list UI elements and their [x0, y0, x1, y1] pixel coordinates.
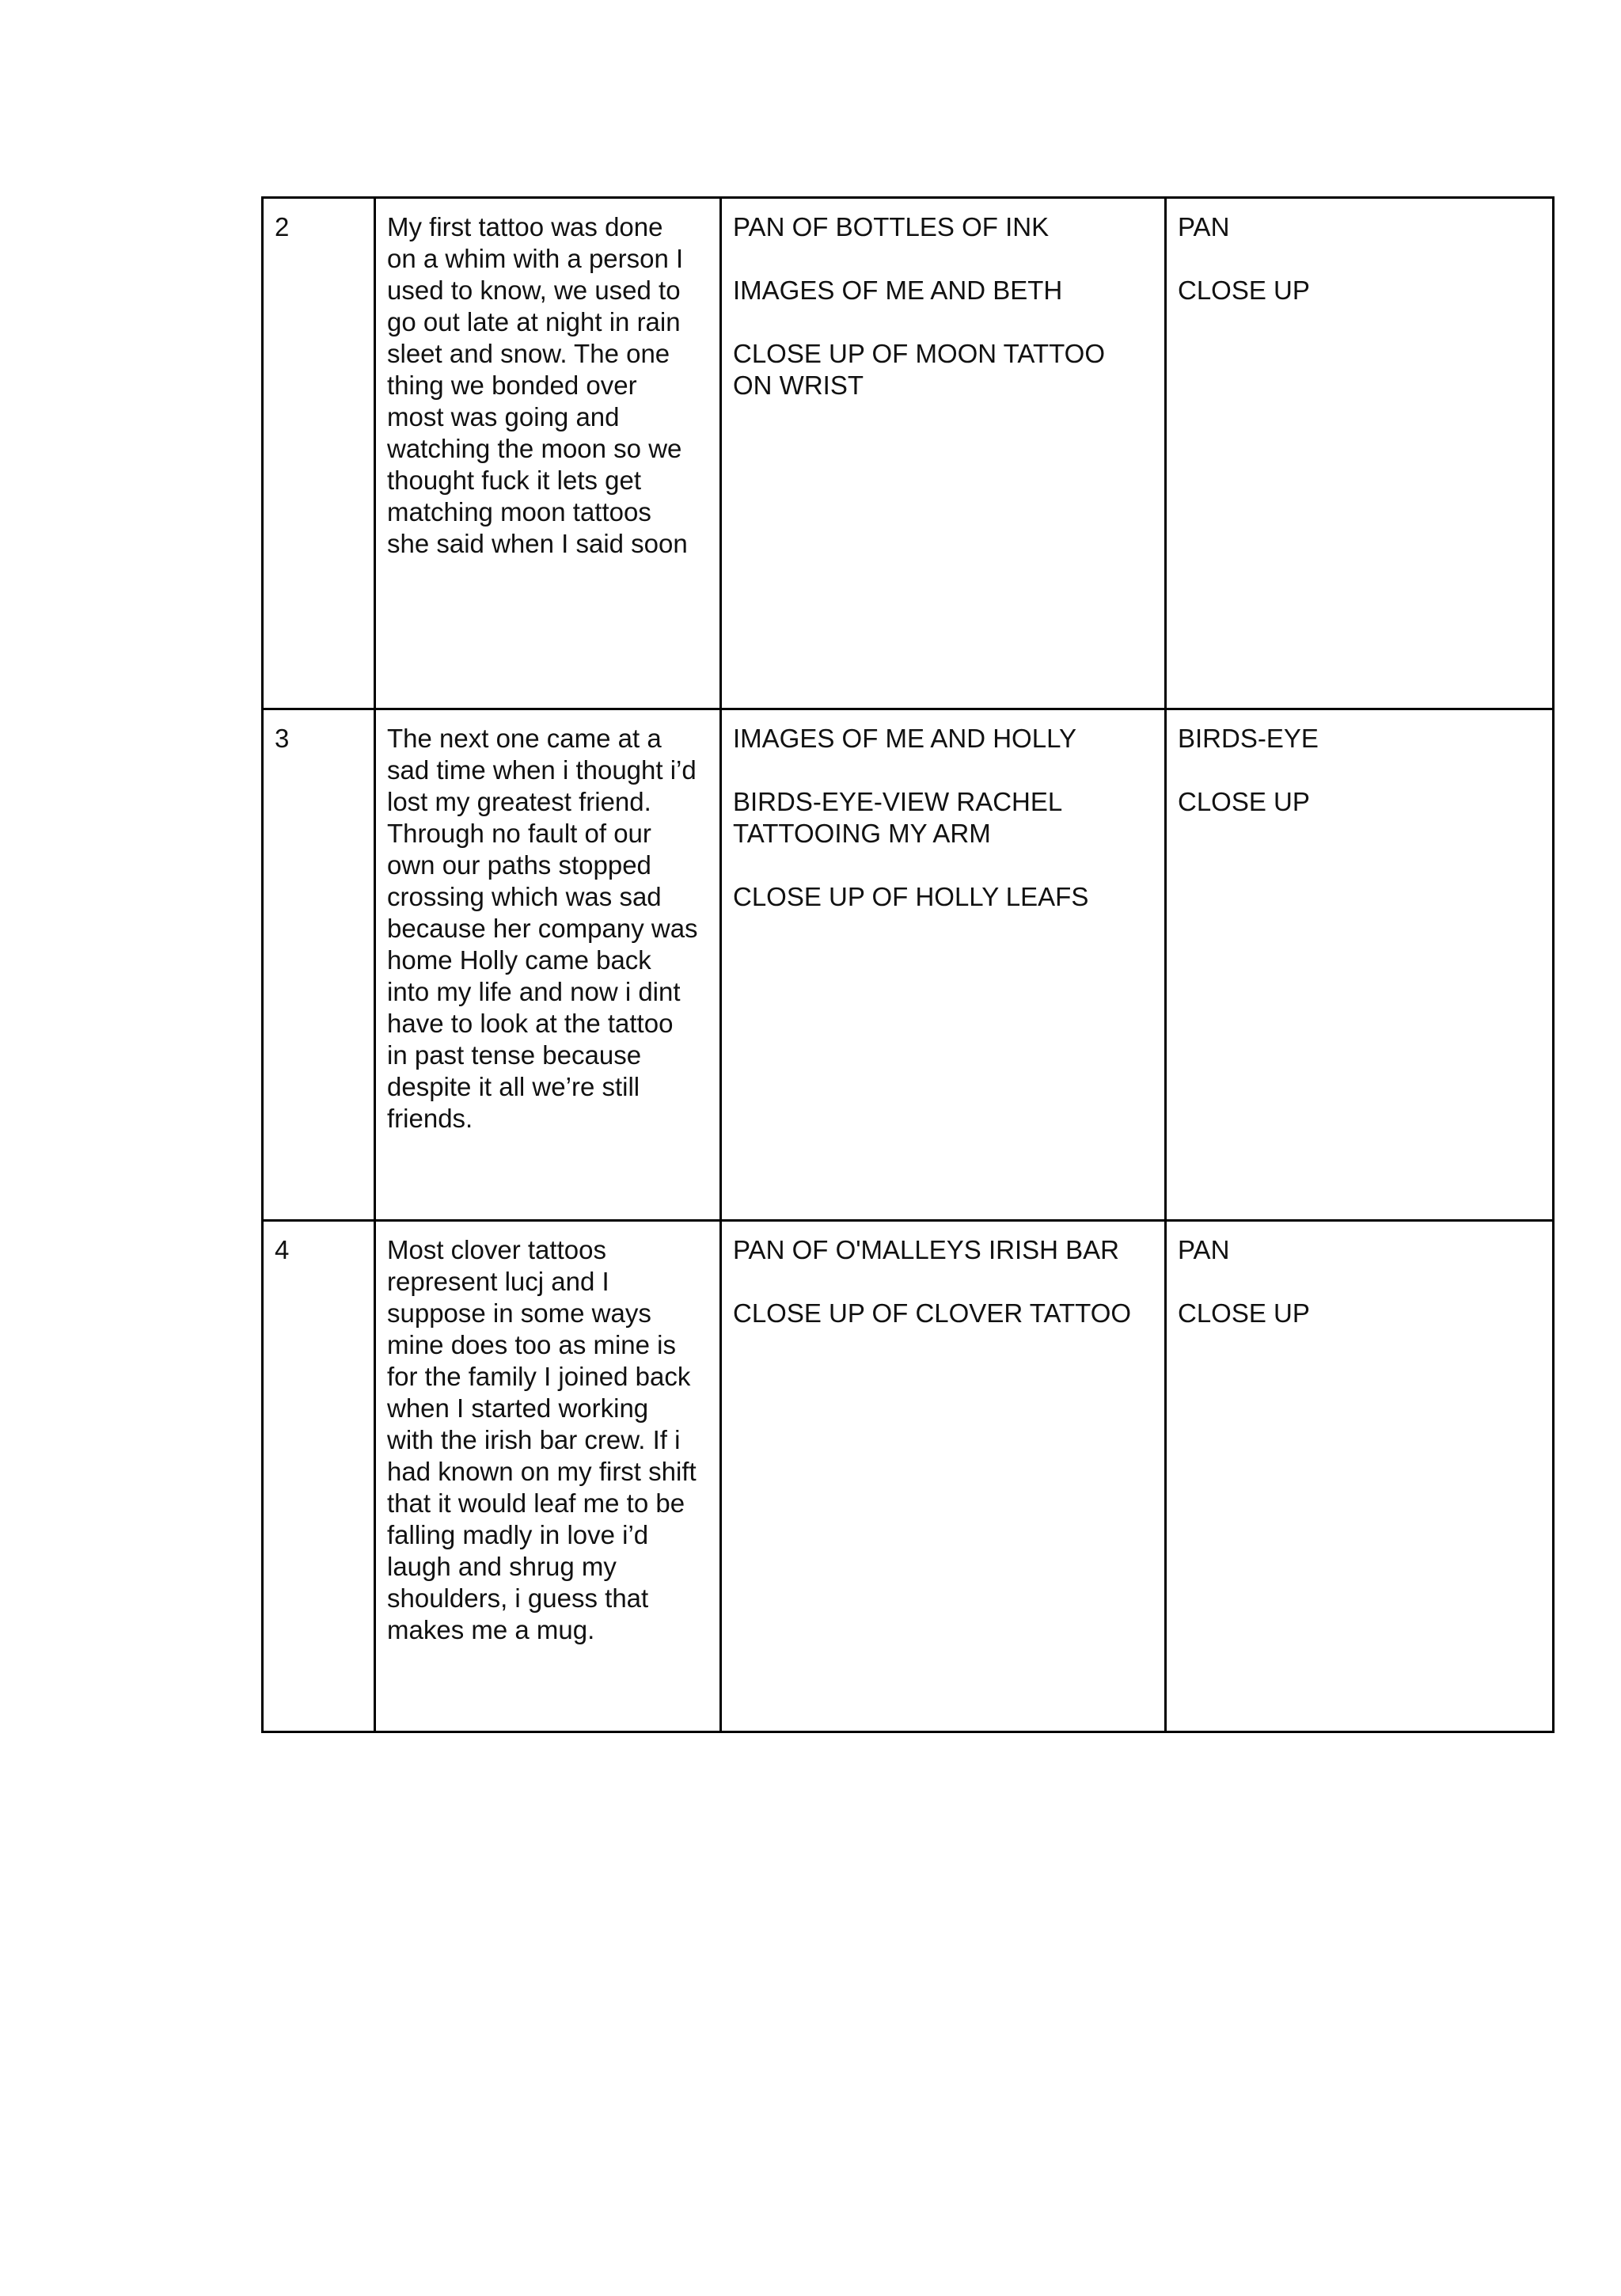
narration-line: mine does too as mine is: [387, 1330, 677, 1359]
shot-type-label: CLOSE UP: [1178, 1298, 1310, 1328]
narration-line: into my life and now i dint: [387, 977, 681, 1006]
scene-number: 4: [275, 1235, 290, 1264]
shot-type-cell: [1166, 1221, 1554, 1732]
narration-line: laugh and shrug my: [387, 1552, 617, 1581]
narration-line: go out late at night in rain: [387, 307, 681, 336]
scene-number-cell: [263, 709, 375, 1221]
shot-type-cell: [1166, 709, 1554, 1221]
narration-line: home Holly came back: [387, 945, 651, 975]
narration-line: that it would leaf me to be: [387, 1488, 685, 1518]
shot-description-line: ON WRIST: [733, 371, 864, 400]
shot-description-line: TATTOOING MY ARM: [733, 819, 991, 848]
narration-cell: [375, 1221, 721, 1732]
narration-line: matching moon tattoos: [387, 497, 651, 526]
narration-line: represent lucj and I: [387, 1267, 609, 1296]
spacer: [1178, 243, 1541, 275]
narration-line: crossing which was sad: [387, 882, 662, 911]
shot-description-line: CLOSE UP OF CLOVER TATTOO: [733, 1298, 1132, 1328]
spacer: [733, 850, 1153, 881]
narration-line: despite it all we’re still: [387, 1072, 640, 1101]
narration-line: had known on my first shift: [387, 1457, 697, 1486]
shot-description-line: PAN OF O'MALLEYS IRISH BAR: [733, 1235, 1119, 1264]
shot-description-line: IMAGES OF ME AND HOLLY: [733, 724, 1076, 753]
shot-description-line: CLOSE UP OF HOLLY LEAFS: [733, 882, 1089, 911]
spacer: [733, 243, 1153, 275]
shot-type-label: BIRDS-EYE: [1178, 724, 1319, 753]
narration-line: on a whim with a person I: [387, 244, 684, 273]
narration-line: suppose in some ways: [387, 1298, 651, 1328]
shot-type-cell: [1166, 198, 1554, 709]
shot-description-line: IMAGES OF ME AND BETH: [733, 276, 1063, 305]
narration-line: The next one came at a: [387, 724, 662, 753]
narration-line: sleet and snow. The one: [387, 339, 670, 368]
shot-type-label: CLOSE UP: [1178, 276, 1310, 305]
storyboard-body: [263, 198, 1554, 1732]
narration-line: when I started working: [387, 1393, 649, 1423]
narration-line: falling madly in love i’d: [387, 1520, 649, 1549]
spacer: [1178, 755, 1541, 786]
narration-line: because her company was: [387, 914, 698, 943]
shot-description-line: CLOSE UP OF MOON TATTOO: [733, 339, 1106, 368]
narration-line: for the family I joined back: [387, 1362, 691, 1391]
scene-number-cell: [263, 1221, 375, 1732]
narration-line: My first tattoo was done: [387, 212, 663, 241]
shot-description-cell: [721, 709, 1166, 1221]
spacer: [733, 755, 1153, 786]
shot-description-cell: [721, 198, 1166, 709]
narration-line: Through no fault of our: [387, 819, 651, 848]
narration-line: own our paths stopped: [387, 850, 651, 880]
storyboard-table: [261, 196, 1555, 1733]
shot-description-line: BIRDS-EYE-VIEW RACHEL: [733, 787, 1063, 816]
narration-line: watching the moon so we: [387, 434, 682, 463]
narration-line: used to know, we used to: [387, 276, 681, 305]
narration-cell: [375, 709, 721, 1221]
narration-line: shoulders, i guess that: [387, 1583, 649, 1613]
shot-type-label: CLOSE UP: [1178, 787, 1310, 816]
narration-line: friends.: [387, 1104, 473, 1133]
spacer: [733, 306, 1153, 338]
narration-line: most was going and: [387, 402, 620, 431]
narration-line: makes me a mug.: [387, 1615, 595, 1644]
storyboard-row: [263, 709, 1554, 1221]
shot-type-label: PAN: [1178, 212, 1230, 241]
shot-description-cell: [721, 1221, 1166, 1732]
spacer: [733, 1266, 1153, 1298]
scene-number: 3: [275, 724, 290, 753]
shot-type-label: PAN: [1178, 1235, 1230, 1264]
narration-line: thing we bonded over: [387, 371, 637, 400]
shot-description-line: PAN OF BOTTLES OF INK: [733, 212, 1050, 241]
spacer: [1178, 1266, 1541, 1298]
storyboard-row: [263, 1221, 1554, 1732]
narration-cell: [375, 198, 721, 709]
narration-line: have to look at the tattoo: [387, 1009, 674, 1038]
storyboard-row: [263, 198, 1554, 709]
scene-number: 2: [275, 212, 290, 241]
scene-number-cell: [263, 198, 375, 709]
narration-line: with the irish bar crew. If i: [387, 1425, 681, 1454]
narration-line: she said when I said soon: [387, 529, 688, 558]
narration-line: Most clover tattoos: [387, 1235, 606, 1264]
narration-line: in past tense because: [387, 1040, 642, 1070]
narration-line: lost my greatest friend.: [387, 787, 651, 816]
narration-line: sad time when i thought i’d: [387, 755, 697, 785]
narration-line: thought fuck it lets get: [387, 466, 642, 495]
